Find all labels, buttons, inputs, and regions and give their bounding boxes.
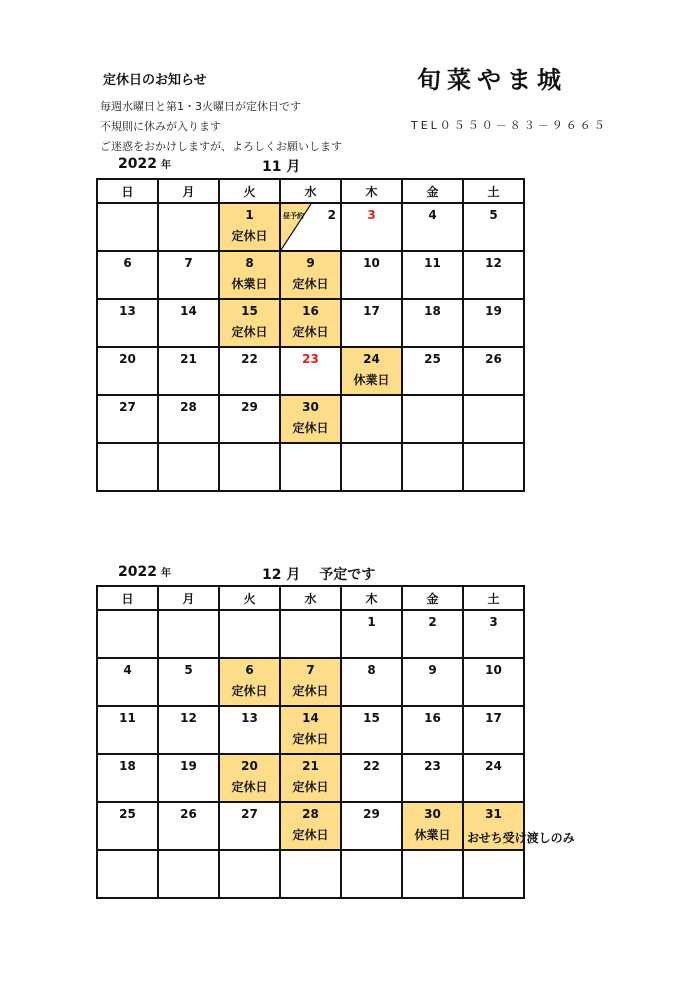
day-number: 29 (363, 807, 380, 821)
day-cell (463, 347, 524, 395)
day-number: 31 (485, 807, 502, 821)
empty-cell (280, 610, 341, 658)
day-number: 11 (119, 711, 136, 725)
empty-cell (158, 203, 219, 251)
day-number: 10 (363, 256, 380, 270)
day-cell (341, 299, 402, 347)
notice-title: 定休日のお知らせ (103, 73, 207, 88)
day-cell (402, 658, 463, 706)
empty-cell (158, 443, 219, 491)
weekday-header: 月 (158, 586, 219, 610)
day-cell (402, 251, 463, 299)
day-number: 18 (119, 759, 136, 773)
day-cell (341, 347, 402, 395)
empty-cell (280, 443, 341, 491)
notice-line-3: ご迷惑をおかけしますが、よろしくお願いします (100, 140, 342, 153)
day-cell (219, 203, 280, 251)
day-cell (280, 658, 341, 706)
day-cell (280, 347, 341, 395)
day-cell (219, 754, 280, 802)
closure-label: 定休日 (292, 684, 329, 698)
closure-label: 定休日 (292, 325, 329, 339)
day-number: 13 (119, 304, 136, 318)
weekday-header: 水 (280, 179, 341, 203)
day-cell (219, 395, 280, 443)
day-number: 16 (424, 711, 441, 725)
week-row (97, 754, 524, 802)
day-cell (158, 754, 219, 802)
empty-cell (158, 850, 219, 898)
day-cell (158, 251, 219, 299)
day-number: 5 (489, 208, 498, 222)
empty-cell (97, 610, 158, 658)
day-number: 11 (424, 256, 441, 270)
week-row (97, 706, 524, 754)
notice-line-2: 不規則に休みが入ります (100, 120, 221, 133)
day-number: 8 (367, 663, 376, 677)
day-number: 26 (180, 807, 197, 821)
day-cell (341, 658, 402, 706)
day-cell (219, 299, 280, 347)
empty-cell (402, 850, 463, 898)
day-cell (97, 658, 158, 706)
day-number: 23 (302, 352, 319, 366)
day-cell (158, 802, 219, 850)
day-cell (341, 251, 402, 299)
day-cell (402, 610, 463, 658)
day-number: 6 (245, 663, 254, 677)
day-cell (219, 658, 280, 706)
day-number: 20 (119, 352, 136, 366)
december-year (118, 564, 171, 580)
day-cell (158, 706, 219, 754)
day-cell (158, 347, 219, 395)
day-cell (97, 395, 158, 443)
empty-cell (219, 610, 280, 658)
week-row (97, 850, 524, 898)
day-cell (341, 706, 402, 754)
weekday-header: 金 (402, 179, 463, 203)
day-number: 16 (302, 304, 319, 318)
day-cell (463, 658, 524, 706)
empty-cell (463, 443, 524, 491)
day-cell (341, 802, 402, 850)
weekday-header-row (97, 586, 524, 610)
weekday-header: 火 (219, 586, 280, 610)
day-number: 3 (367, 208, 376, 222)
day-cell (97, 251, 158, 299)
weekday-header: 日 (97, 179, 158, 203)
day-number: 20 (241, 759, 258, 773)
empty-cell (341, 850, 402, 898)
closure-label: 定休日 (292, 732, 329, 746)
week-row (97, 395, 524, 443)
week-row (97, 299, 524, 347)
day-number: 3 (489, 615, 498, 629)
day-number: 1 (245, 208, 254, 222)
day-number: 22 (363, 759, 380, 773)
year-unit: 年 (160, 568, 171, 579)
november-month (262, 156, 300, 176)
day-number: 15 (363, 711, 380, 725)
month-note: 予定です (319, 567, 376, 583)
day-number: 25 (119, 807, 136, 821)
day-cell (402, 203, 463, 251)
day-number: 10 (485, 663, 502, 677)
day-cell (97, 347, 158, 395)
weekday-header: 木 (341, 586, 402, 610)
month-value: 11 (262, 159, 282, 175)
week-row (97, 443, 524, 491)
day-cell (341, 203, 402, 251)
week-row (97, 610, 524, 658)
day-cell (280, 203, 341, 251)
empty-cell (463, 395, 524, 443)
day-number: 21 (180, 352, 197, 366)
week-row (97, 203, 524, 251)
closure-label: 定休日 (292, 277, 329, 291)
december-month (262, 564, 375, 584)
day-number: 6 (123, 256, 132, 270)
day-number: 23 (424, 759, 441, 773)
day-number: 4 (428, 208, 437, 222)
closure-label: 定休日 (231, 684, 268, 698)
day-cell (463, 251, 524, 299)
year-value: 2022 (118, 564, 157, 580)
day-number: 5 (184, 663, 193, 677)
week-row (97, 347, 524, 395)
day-cell (341, 754, 402, 802)
day-number: 28 (302, 807, 319, 821)
november-year (118, 156, 171, 172)
day-cell (97, 754, 158, 802)
day-number: 7 (306, 663, 315, 677)
weekday-header: 水 (280, 586, 341, 610)
empty-cell (463, 850, 524, 898)
day-cell (402, 347, 463, 395)
day-number: 12 (485, 256, 502, 270)
day-cell (341, 610, 402, 658)
day-number: 21 (302, 759, 319, 773)
day-cell (463, 299, 524, 347)
month-unit: 月 (286, 159, 301, 175)
day-number: 2 (428, 615, 437, 629)
day-cell (280, 754, 341, 802)
weekday-header: 木 (341, 179, 402, 203)
month-unit: 月 (286, 567, 301, 583)
day-number: 27 (241, 807, 258, 821)
day-number: 14 (302, 711, 319, 725)
november-calendar (96, 178, 525, 492)
day-cell (97, 299, 158, 347)
day-cell (463, 610, 524, 658)
day-cell (219, 706, 280, 754)
week-row (97, 802, 524, 850)
shop-phone: TEL０５５０－８３－９６６５ (411, 119, 608, 132)
weekday-header-row (97, 179, 524, 203)
day-number: 4 (123, 663, 132, 677)
day-number: 28 (180, 400, 197, 414)
day-number: 9 (306, 256, 315, 270)
day-number: 7 (184, 256, 193, 270)
day-number: 15 (241, 304, 258, 318)
weekday-header: 金 (402, 586, 463, 610)
closure-label: 定休日 (231, 229, 268, 243)
day-cell (463, 706, 524, 754)
day-cell (463, 203, 524, 251)
day-number: 24 (485, 759, 502, 773)
year-unit: 年 (160, 160, 171, 171)
day-cell (158, 395, 219, 443)
empty-cell (280, 850, 341, 898)
day-cell (280, 251, 341, 299)
day-number: 9 (428, 663, 437, 677)
weekday-header: 火 (219, 179, 280, 203)
day-number: 17 (485, 711, 502, 725)
day-number: 2 (327, 208, 336, 222)
day-cell (219, 347, 280, 395)
day-cell (463, 802, 575, 850)
week-row (97, 251, 524, 299)
day-cell (402, 802, 463, 850)
day-number: 12 (180, 711, 197, 725)
empty-cell (97, 203, 158, 251)
day-cell (280, 395, 341, 443)
day-cell (158, 658, 219, 706)
day-number: 13 (241, 711, 258, 725)
day-cell (158, 299, 219, 347)
day-cell (280, 802, 341, 850)
closure-label: 定休日 (292, 828, 329, 842)
notice-line-1: 毎週水曜日と第1・3火曜日が定休日です (100, 100, 301, 113)
empty-cell (158, 610, 219, 658)
day-cell (402, 706, 463, 754)
day-number: 1 (367, 615, 376, 629)
weekday-header: 月 (158, 179, 219, 203)
closure-label: おせち受け渡しのみ (467, 831, 575, 845)
empty-cell (219, 443, 280, 491)
day-cell (219, 802, 280, 850)
day-cell (402, 299, 463, 347)
closure-label: 定休日 (292, 421, 329, 435)
empty-cell (341, 443, 402, 491)
day-number: 18 (424, 304, 441, 318)
lunch-reservation-label: 昼予約 (283, 212, 304, 220)
empty-cell (341, 395, 402, 443)
year-value: 2022 (118, 156, 157, 172)
weekday-header: 土 (463, 586, 524, 610)
day-number: 14 (180, 304, 197, 318)
day-number: 19 (180, 759, 197, 773)
closure-label: 定休日 (231, 325, 268, 339)
weekday-header: 日 (97, 586, 158, 610)
month-value: 12 (262, 567, 282, 583)
day-number: 27 (119, 400, 136, 414)
empty-cell (97, 850, 158, 898)
day-number: 8 (245, 256, 254, 270)
day-number: 26 (485, 352, 502, 366)
closure-label: 休業日 (353, 373, 390, 387)
day-number: 19 (485, 304, 502, 318)
closure-label: 定休日 (292, 780, 329, 794)
empty-cell (402, 443, 463, 491)
shop-name: 旬菜やま城 (417, 65, 567, 94)
day-number: 17 (363, 304, 380, 318)
closure-label: 休業日 (231, 277, 268, 291)
closure-label: 休業日 (414, 828, 451, 842)
day-number: 30 (424, 807, 441, 821)
day-cell (402, 754, 463, 802)
weekday-header: 土 (463, 179, 524, 203)
empty-cell (97, 443, 158, 491)
day-number: 22 (241, 352, 258, 366)
day-cell (97, 802, 158, 850)
day-number: 24 (363, 352, 380, 366)
day-cell (97, 706, 158, 754)
december-calendar (96, 585, 575, 899)
empty-cell (219, 850, 280, 898)
day-cell (219, 251, 280, 299)
day-number: 29 (241, 400, 258, 414)
closure-label: 定休日 (231, 780, 268, 794)
week-row (97, 658, 524, 706)
empty-cell (402, 395, 463, 443)
day-cell (280, 299, 341, 347)
day-cell (463, 754, 524, 802)
day-cell (280, 706, 341, 754)
day-number: 25 (424, 352, 441, 366)
day-number: 30 (302, 400, 319, 414)
